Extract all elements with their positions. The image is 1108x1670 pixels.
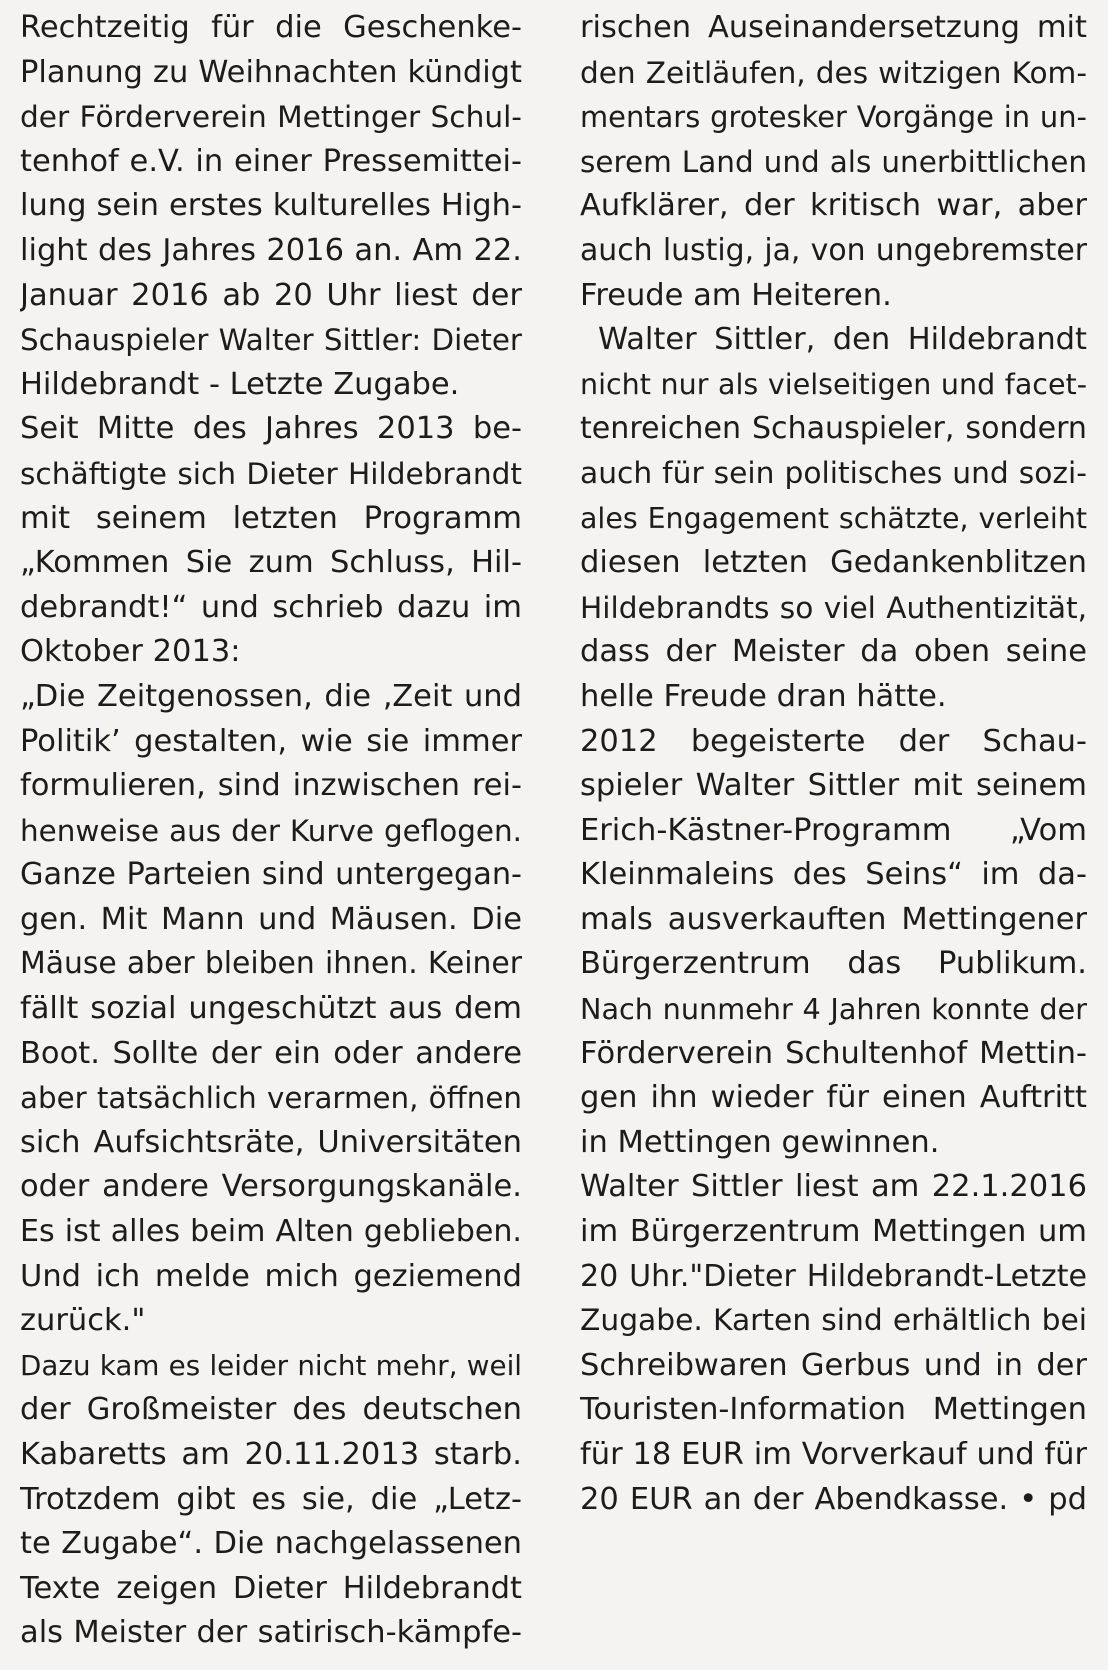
text-line: Hildebrandts so viel Authentizität, xyxy=(580,590,1087,625)
text-line: Oktober 2013: xyxy=(20,634,241,670)
text-line: Texte zeigen Dieter Hildebrandt xyxy=(20,1570,522,1606)
text-line: Seit Mitte des Jahres 2013 be- xyxy=(20,411,522,447)
text-line: rischen Auseinandersetzung mit xyxy=(580,10,1087,45)
text-line: aber tatsächlich verarmen, öffnen xyxy=(20,1081,522,1116)
text-line: Mäuse aber bleiben ihnen. Keiner xyxy=(20,946,522,982)
text-line: Rechtzeitig für die Geschenke- xyxy=(20,10,522,45)
text-line: Politik’ gestalten, wie sie immer xyxy=(20,723,522,759)
text-line: Schreibwaren Gerbus und in der xyxy=(580,1347,1087,1383)
text-line: gen. Mit Mann und Mäusen. Die xyxy=(20,901,522,937)
text-line: Kleinmaleins des Seins“ im da- xyxy=(580,857,1087,893)
text-line: „Die Zeitgenossen, die ‚Zeit und xyxy=(20,678,522,714)
text-line: debrandt!“ und schrieb dazu im xyxy=(20,589,522,625)
text-line: Kabaretts am 20.11.2013 starb. xyxy=(20,1437,522,1472)
text-line: Planung zu Weihnachten kündigt xyxy=(20,54,522,90)
text-line: helle Freude dran hätte. xyxy=(580,678,947,714)
text-line: Erich-Kästner-Programm „Vom xyxy=(580,812,1087,848)
text-line: Zugabe. Karten sind erhältlich bei xyxy=(580,1303,1087,1339)
text-line: Boot. Sollte der ein oder andere xyxy=(20,1035,522,1071)
text-line: spieler Walter Sittler mit seinem xyxy=(580,768,1087,804)
text-line: Touristen-Information Mettingen xyxy=(580,1392,1087,1428)
text-line: Dazu kam es leider nicht mehr, weil xyxy=(20,1348,522,1382)
text-line: serem Land und als unerbittlichen xyxy=(580,144,1087,179)
text-line: der Großmeister des deutschen xyxy=(20,1392,522,1428)
text-line: Förderverein Schultenhof Mettin- xyxy=(580,1035,1087,1071)
text-line: Trotzdem gibt es sie, die „Letz- xyxy=(20,1481,522,1517)
text-line: te Zugabe“. Die nachgelassenen xyxy=(20,1526,522,1562)
text-line: Aufklärer, der kritisch war, aber xyxy=(580,188,1087,224)
text-line: nicht nur als vielseitigen und facet- xyxy=(580,367,1087,401)
article-column-left xyxy=(20,6,522,1656)
text-line: Nach nunmehr 4 Jahren konnte der xyxy=(580,992,1087,1027)
text-line: auch lustig, ja, von ungebremster xyxy=(580,232,1087,268)
text-line: auch für sein politisches und sozi- xyxy=(580,455,1087,491)
text-line: Walter Sittler, den Hildebrandt xyxy=(598,322,1087,358)
text-line: Und ich melde mich geziemend xyxy=(20,1258,522,1294)
text-line: tenhof e.V. in einer Pressemittei- xyxy=(20,143,522,179)
text-line: lung sein erstes kulturelles High- xyxy=(20,188,522,224)
text-line: mit seinem letzten Programm xyxy=(20,500,522,536)
text-line: sich Aufsichtsräte, Universitäten xyxy=(20,1124,522,1160)
text-line: ales Engagement schätzte, verleiht xyxy=(580,501,1087,535)
text-line: für 18 EUR im Vorverkauf und für xyxy=(580,1437,1087,1472)
text-line: Bürgerzentrum das Publikum. xyxy=(580,946,1087,982)
text-line: Hildebrandt - Letzte Zugabe. xyxy=(20,366,460,402)
text-line: als Meister der satirisch-kämpfe- xyxy=(20,1615,522,1651)
text-line: 2012 begeisterte der Schau- xyxy=(580,723,1087,759)
text-line: 20 Uhr."Dieter Hildebrandt-Letzte xyxy=(580,1258,1087,1294)
text-line: light des Jahres 2016 an. Am 22. xyxy=(20,232,522,268)
article-column-right xyxy=(580,6,1087,1522)
text-line: Es ist alles beim Alten geblieben. xyxy=(20,1214,522,1250)
text-line: der Förderverein Mettinger Schul- xyxy=(20,100,522,135)
text-line: Walter Sittler liest am 22.1.2016 xyxy=(580,1169,1087,1205)
text-line: „Kommen Sie zum Schluss, Hil- xyxy=(20,545,522,581)
text-line: Schauspieler Walter Sittler: Dieter xyxy=(20,323,522,358)
text-line: formulieren, sind inzwischen rei- xyxy=(20,768,522,804)
text-line: Freude am Heiteren. xyxy=(580,277,892,313)
text-line: tenreichen Schauspieler, sondern xyxy=(580,411,1087,447)
text-line: fällt sozial ungeschützt aus dem xyxy=(20,991,522,1027)
text-line: 20 EUR an der Abendkasse. • pd xyxy=(580,1481,1087,1517)
text-line: diesen letzten Gedankenblitzen xyxy=(580,545,1087,581)
text-line: im Bürgerzentrum Mettingen um xyxy=(580,1214,1087,1250)
text-line: schäftigte sich Dieter Hildebrandt xyxy=(20,456,522,491)
text-line: Ganze Parteien sind untergegan- xyxy=(20,857,522,893)
text-line: den Zeitläufen, des witzigen Kom- xyxy=(580,55,1087,90)
text-line: oder andere Versorgungskanäle. xyxy=(20,1169,522,1205)
text-line: mals ausverkauften Mettingener xyxy=(580,901,1087,937)
text-line: in Mettingen gewinnen. xyxy=(580,1124,940,1160)
text-line: gen ihn wieder für einen Auftritt xyxy=(580,1080,1087,1116)
text-line: henweise aus der Kurve geflogen. xyxy=(20,813,522,848)
text-line: zurück." xyxy=(20,1303,146,1339)
text-line: Januar 2016 ab 20 Uhr liest der xyxy=(20,277,522,313)
text-line: mentars grotesker Vorgänge in un- xyxy=(580,100,1087,135)
text-line: dass der Meister da oben seine xyxy=(580,634,1087,670)
